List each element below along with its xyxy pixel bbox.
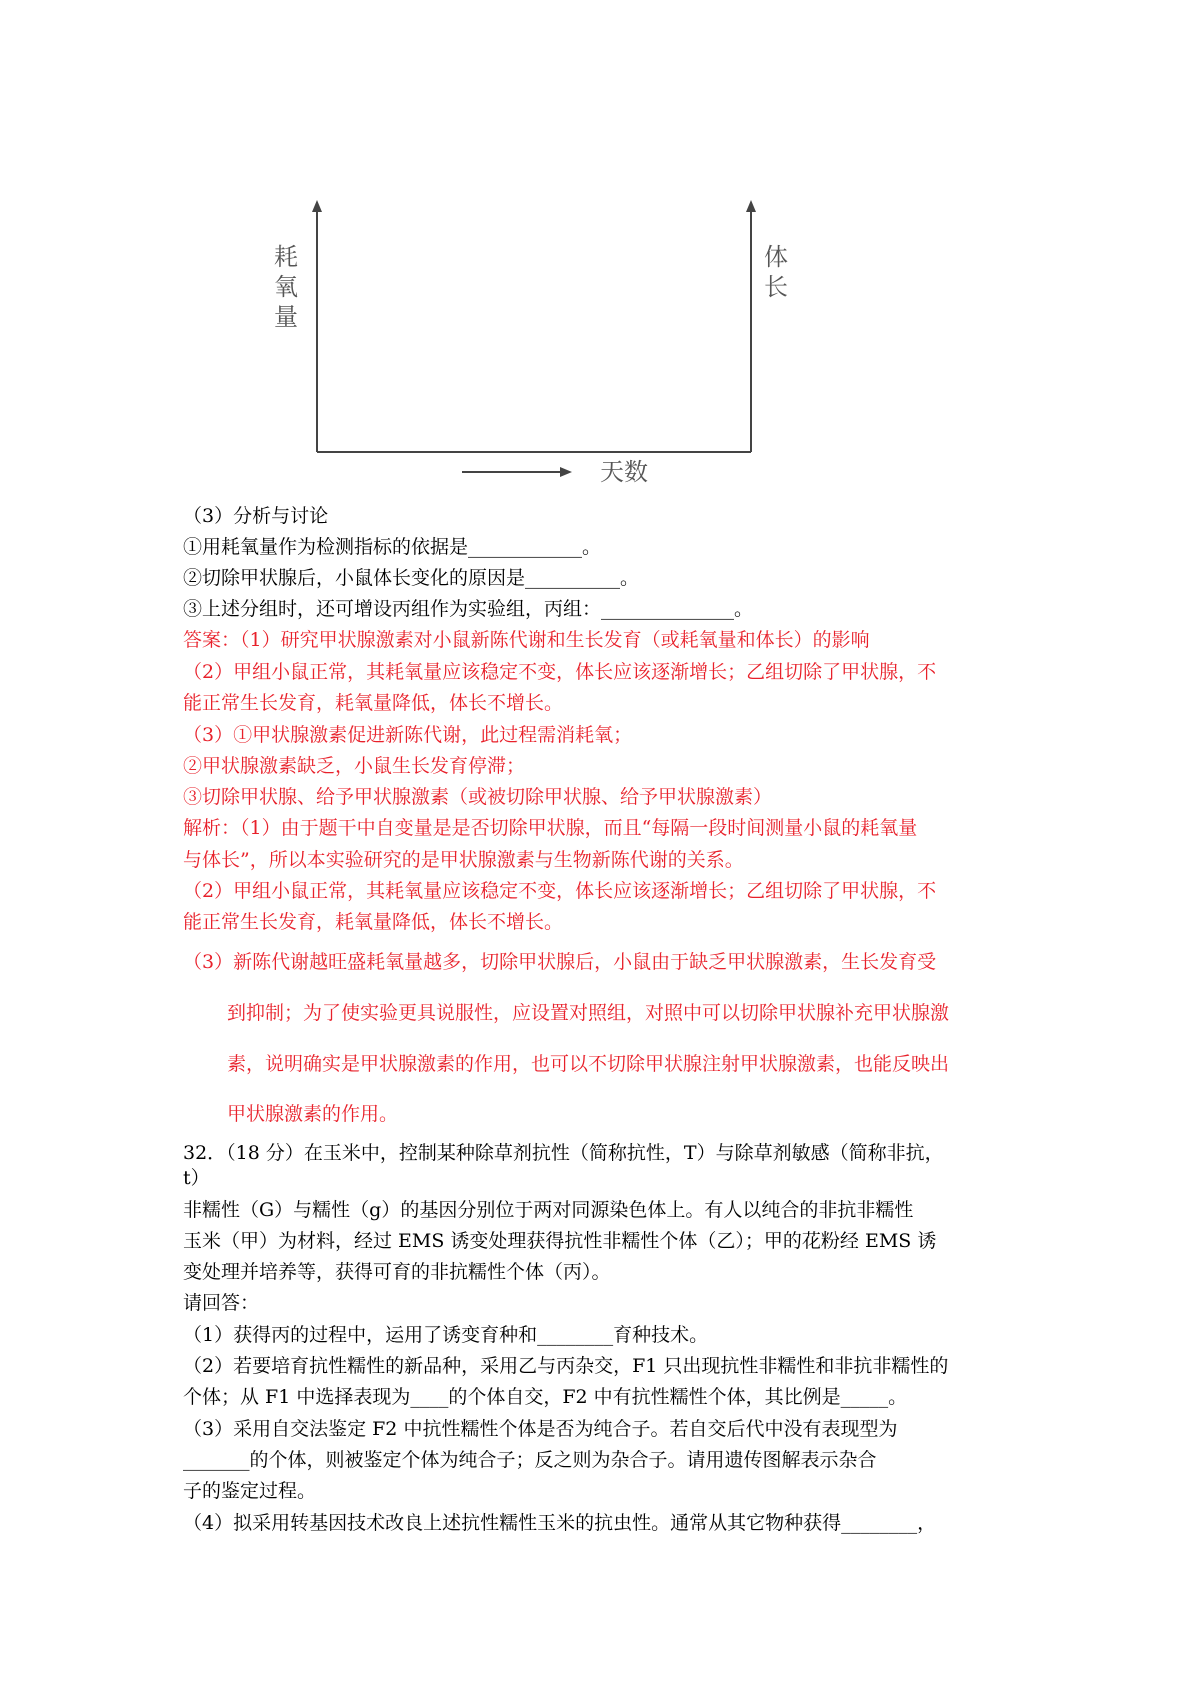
answer-line: （2）甲组小鼠正常，其耗氧量应该稳定不变，体长应该逐渐增长；乙组切除了甲状腺，不 xyxy=(183,661,937,683)
question-line: ③上述分组时，还可增设丙组作为实验组，丙组：______________。 xyxy=(183,598,754,620)
left-axis-label: 耗 氧 量 xyxy=(274,243,298,331)
analysis-line: 到抑制；为了使实验更具说服性，应设置对照组，对照中可以切除甲状腺补充甲状腺激 xyxy=(227,1002,950,1024)
analysis-line: （2）甲组小鼠正常，其耗氧量应该稳定不变，体长应该逐渐增长；乙组切除了甲状腺，不 xyxy=(183,880,937,902)
analysis-line: （3）新陈代谢越旺盛耗氧量越多，切除甲状腺后，小鼠由于缺乏甲状腺激素，生长发育受 xyxy=(183,951,937,973)
q32-line: 变处理并培养等，获得可育的非抗糯性个体（丙）。 xyxy=(183,1261,611,1283)
question-line: ①用耗氧量作为检测指标的依据是____________。 xyxy=(183,536,602,558)
q32-line: 32．（18 分）在玉米中，控制某种除草剂抗性（简称抗性，T）与除草剂敏感（简称非抗， xyxy=(183,1142,944,1164)
blank-axes-figure xyxy=(0,0,1200,500)
q32-line: 个体；从 F1 中选择表现为____的个体自交，F2 中有抗性糯性个体，其比例是_____。 xyxy=(183,1386,908,1408)
x-axis-label: 天数 xyxy=(600,458,648,486)
left-y-arrowhead xyxy=(312,200,322,212)
q32-line: _______的个体，则被鉴定个体为纯合子；反之则为杂合子。请用遗传图解表示杂合 xyxy=(183,1449,877,1471)
q32-line: 玉米（甲）为材料，经过 EMS 诱变处理获得抗性非糯性个体（乙）；甲的花粉经 EMS 诱 xyxy=(183,1230,937,1252)
question-line: （3）分析与讨论 xyxy=(183,505,329,527)
analysis-line: 解析：（1）由于题干中自变量是是否切除甲状腺，而且“每隔一段时间测量小鼠的耗氧量 xyxy=(183,817,918,839)
right-axis-label: 体 长 xyxy=(764,243,788,301)
x-arrowhead xyxy=(560,467,572,477)
answer-line: ②甲状腺激素缺乏，小鼠生长发育停滞； xyxy=(183,755,526,777)
q32-line: （4）拟采用转基因技术改良上述抗性糯性玉米的抗虫性。通常从其它物种获得________， xyxy=(183,1512,937,1534)
q32-line: （3）采用自交法鉴定 F2 中抗性糯性个体是否为纯合子。若自交后代中没有表现型为 xyxy=(183,1418,898,1440)
analysis-line: 能正常生长发育，耗氧量降低，体长不增长。 xyxy=(183,911,564,933)
q32-line: （1）获得丙的过程中，运用了诱变育种和________育种技术。 xyxy=(183,1324,709,1346)
q32-line: t） xyxy=(183,1167,210,1189)
answer-line: 答案：（1）研究甲状腺激素对小鼠新陈代谢和生长发育（或耗氧量和体长）的影响 xyxy=(183,629,870,651)
analysis-line: 与体长”，所以本实验研究的是甲状腺激素与生物新陈代谢的关系。 xyxy=(183,849,744,871)
q32-line: 子的鉴定过程。 xyxy=(183,1480,317,1502)
q32-line: 请回答： xyxy=(183,1292,260,1314)
q32-line: 非糯性（G）与糯性（g）的基因分别位于两对同源染色体上。有人以纯合的非抗非糯性 xyxy=(183,1199,914,1221)
q32-line: （2）若要培育抗性糯性的新品种，采用乙与丙杂交，F1 只出现抗性非糯性和非抗非糯性的 xyxy=(183,1355,949,1377)
question-line: ②切除甲状腺后，小鼠体长变化的原因是__________。 xyxy=(183,567,640,589)
analysis-line: 素，说明确实是甲状腺激素的作用，也可以不切除甲状腺注射甲状腺激素，也能反映出 xyxy=(227,1053,950,1075)
analysis-line: 甲状腺激素的作用。 xyxy=(227,1103,399,1125)
answer-line: （3）①甲状腺激素促进新陈代谢，此过程需消耗氧； xyxy=(183,724,633,746)
answer-line: ③切除甲状腺、给予甲状腺激素（或被切除甲状腺、给予甲状腺激素） xyxy=(183,786,773,808)
right-y-arrowhead xyxy=(746,200,756,212)
answer-line: 能正常生长发育，耗氧量降低，体长不增长。 xyxy=(183,692,564,714)
